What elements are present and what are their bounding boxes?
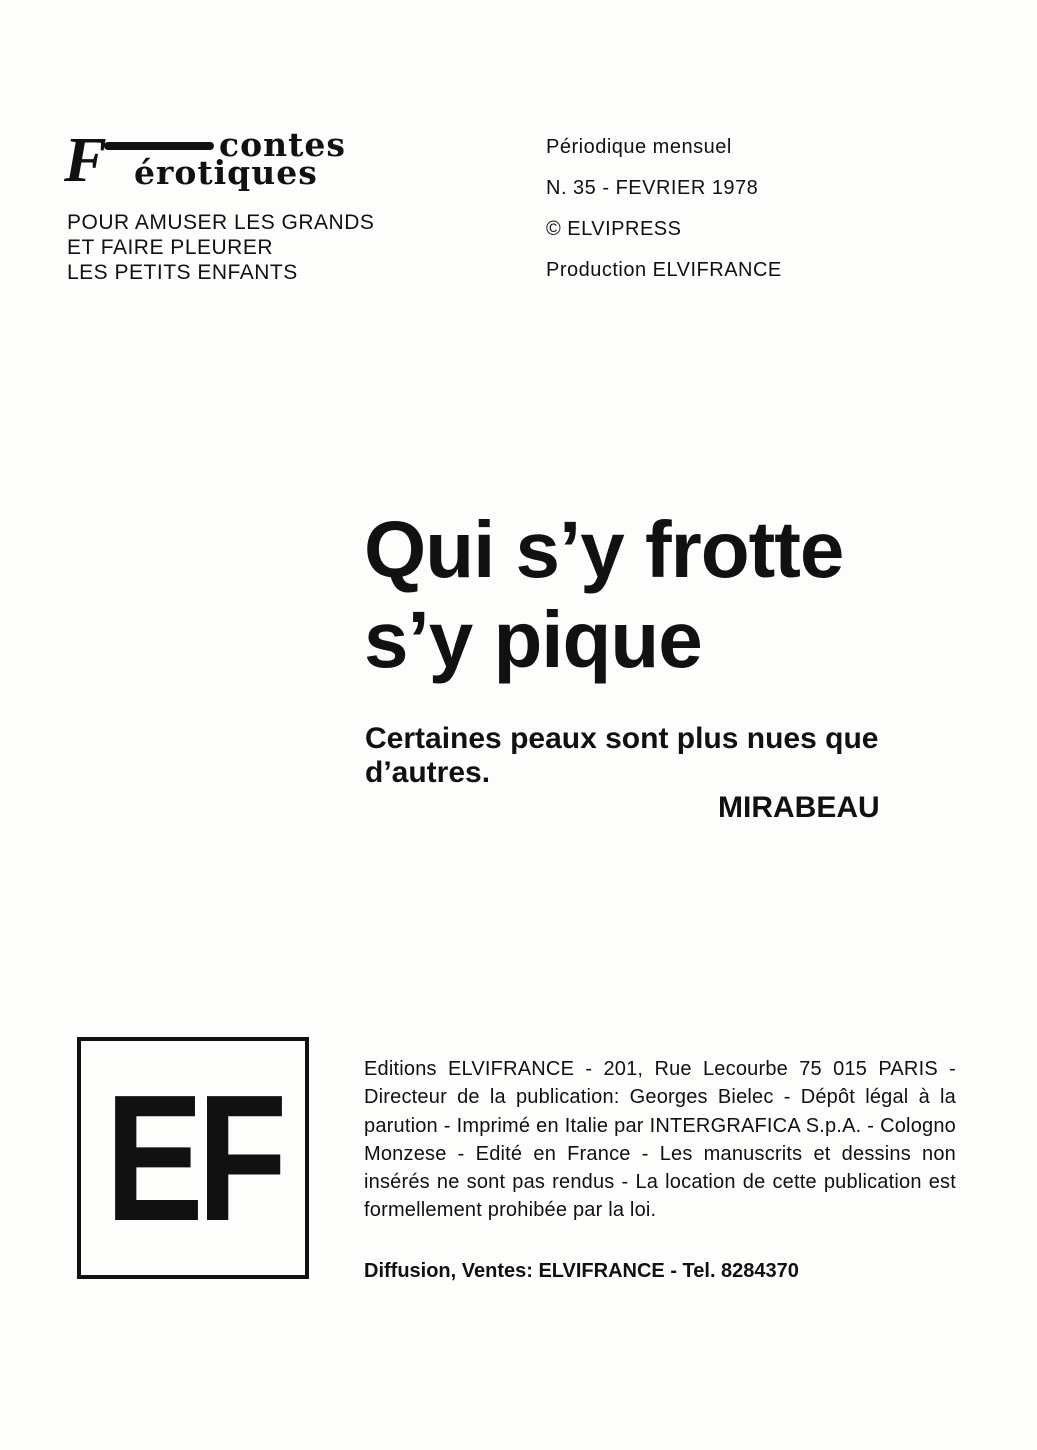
logo-swoosh	[104, 142, 214, 150]
logo-word-contes: contes	[219, 125, 346, 164]
publication-info	[546, 134, 782, 298]
tagline	[67, 210, 374, 285]
title-line: Qui s’y frotte	[364, 505, 844, 594]
tagline-line: LES PETITS ENFANTS	[67, 261, 298, 284]
epigraph-line: d’autres.	[365, 756, 491, 789]
epigraph-author: MIRABEAU	[718, 791, 880, 824]
tagline-line: POUR AMUSER LES GRANDS	[67, 211, 375, 234]
logo-word-erotiques: érotiques	[134, 153, 318, 192]
tagline-line: ET FAIRE PLEURER	[67, 236, 274, 259]
title-line: s’y pique	[364, 595, 702, 684]
production: Production ELVIFRANCE	[546, 259, 782, 281]
publisher-logo-text: EF	[105, 1057, 281, 1259]
story-title	[364, 505, 843, 685]
epigraph-line: Certaines peaux sont plus nues que	[365, 722, 879, 755]
magazine-logo	[64, 124, 409, 195]
epigraph	[365, 722, 960, 790]
copyright: © ELVIPRESS	[546, 218, 682, 240]
logo-initial: F	[64, 124, 107, 195]
issue-number: N. 35 - FEVRIER 1978	[546, 177, 759, 199]
publisher-logo	[77, 1037, 309, 1279]
diffusion-text: Diffusion, Ventes: ELVIFRANCE - Tel. 8284370	[364, 1260, 799, 1282]
imprint-text: Editions ELVIFRANCE - 201, Rue Lecourbe 75 015 PARIS - Directeur de la publication: Georges Bielec - Dépôt légal à la parution - Imprimé en Italie par INTERGRAFICA S.p.A. - Cologno Monzese - Edité en France - Les manuscrits et dessins non insérés ne sont pas rendus - La location de cette publication est formellement prohibée par la loi.	[364, 1058, 956, 1222]
periodicity: Périodique mensuel	[546, 136, 732, 158]
